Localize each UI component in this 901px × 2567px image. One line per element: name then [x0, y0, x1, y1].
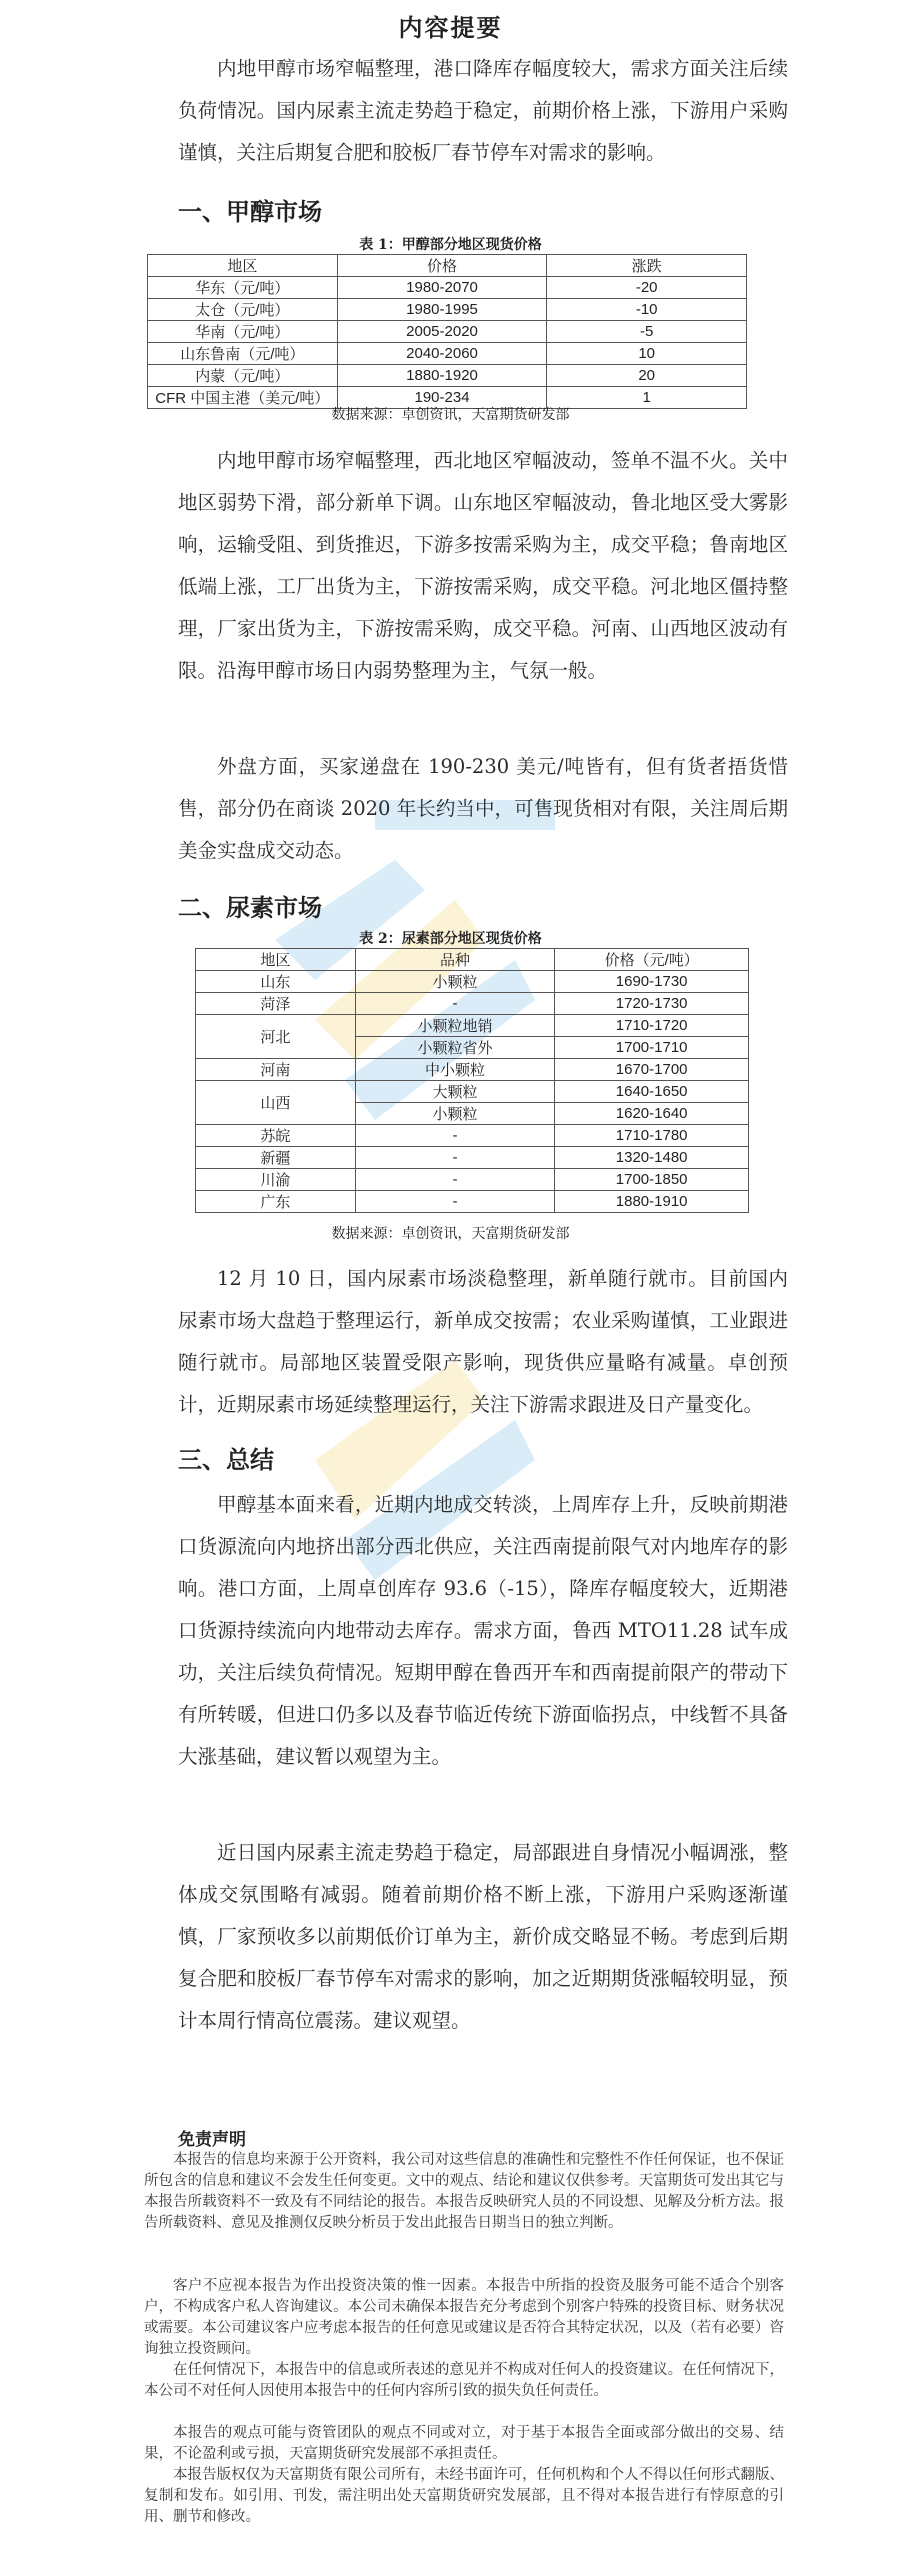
table-header: 价格 [337, 255, 547, 277]
table-cell: 山东鲁南（元/吨） [148, 343, 338, 365]
section-heading-summary: 三、总结 [178, 1445, 274, 1474]
table-cell: 大颗粒 [355, 1081, 555, 1103]
table-cell: 小颗粒地销 [355, 1015, 555, 1037]
table-cell: 菏泽 [196, 993, 356, 1015]
table-cell: -20 [547, 277, 747, 299]
methanol-paragraph-1: 内地甲醇市场窄幅整理，西北地区窄幅波动，签单不温不火。关中地区弱势下滑，部分新单下调。山东地区窄幅波动，鲁北地区受大雾影响，运输受阻、到货推迟，下游多按需采购为主，成交平稳；鲁南地区低端上涨，工厂出货为主，下游按需采购，成交平稳。河北地区僵持整理，厂家出货为主，下游按需采购，成交平稳。河南、山西地区波动有限。沿海甲醇市场日内弱势整理为主，气氛一般。 [178, 449, 788, 682]
table-row [148, 277, 747, 299]
table-cell: 1980-2070 [337, 277, 547, 299]
table-cell: 1 [547, 387, 747, 409]
table-cell: 1620-1640 [555, 1103, 749, 1125]
table-row [196, 1147, 749, 1169]
summary-paragraph-1: 甲醇基本面来看，近期内地成交转淡，上周库存上升，反映前期港口货源流向内地挤出部分西北供应，关注西南提前限气对内地库存的影响。港口方面，上周卓创库存 93.6（-15），降库存幅度较大，近期港口货源持续流向内地带动去库存。需求方面，鲁西 MTO11.28 试车成功，关注后续负荷情况。短期甲醇在鲁西开车和西南提前限产的带动下有所转暖，但进口仍多以及春节临近传统下游面临拐点，中线暂不具备大涨基础，建议暂以观望为主。 [178, 1493, 788, 1768]
table-cell: 1880-1910 [555, 1191, 749, 1213]
table-cell: 华东（元/吨） [148, 277, 338, 299]
disclaimer-paragraph: 本报告的观点可能与资管团队的观点不同或对立，对于基于本报告全面或部分做出的交易、结果，不论盈利或亏损，天富期货研究发展部不承担责任。 [144, 2425, 784, 2462]
table-cell: 中小颗粒 [355, 1059, 555, 1081]
table-row [148, 343, 747, 365]
table-cell: - [355, 1169, 555, 1191]
table-cell: 太仓（元/吨） [148, 299, 338, 321]
table-cell: - [355, 1191, 555, 1213]
table-cell: 内蒙（元/吨） [148, 365, 338, 387]
table-row [196, 1081, 749, 1103]
disclaimer-paragraph: 本报告版权仅为天富期货有限公司所有，未经书面许可，任何机构和个人不得以任何形式翻版、复制和发布。如引用、刊发，需注明出处天富期货研究发展部，且不得对本报告进行有悖原意的引用、删节和修改。 [144, 2467, 784, 2525]
table-cell: 河南 [196, 1059, 356, 1081]
table-cell: -10 [547, 299, 747, 321]
table-cell: 1690-1730 [555, 971, 749, 993]
table-cell: 川渝 [196, 1169, 356, 1191]
table-cell: - [355, 993, 555, 1015]
table-source-methanol: 数据来源：卓创资讯，天富期货研发部 [331, 407, 570, 423]
table-cell: 新疆 [196, 1147, 356, 1169]
table-header: 地区 [196, 949, 356, 971]
table-row [196, 1015, 749, 1037]
table-row [196, 1191, 749, 1213]
table-caption-urea: 表 2：尿素部分地区现货价格 [359, 931, 542, 947]
table-cell: 1700-1710 [555, 1037, 749, 1059]
disclaimer-paragraph: 客户不应视本报告为作出投资决策的惟一因素。本报告中所指的投资及服务可能不适合个别客户，不构成客户私人咨询建议。本公司未确保本报告充分考虑到个别客户特殊的投资目标、财务状况或需要。本公司建议客户应考虑本报告的任何意见或建议是否符合其特定状况，以及（若有必要）咨询独立投资顾问。 [144, 2278, 784, 2357]
table-cell: - [355, 1147, 555, 1169]
table-cell: 190-234 [337, 387, 547, 409]
table-row [196, 993, 749, 1015]
summary-paragraph: 内地甲醇市场窄幅整理，港口降库存幅度较大，需求方面关注后续负荷情况。国内尿素主流走势趋于稳定，前期价格上涨，下游用户采购谨慎，关注后期复合肥和胶板厂春节停车对需求的影响。 [178, 57, 788, 164]
table-cell: 1720-1730 [555, 993, 749, 1015]
table-row [196, 1059, 749, 1081]
table-source-urea: 数据来源：卓创资讯，天富期货研发部 [331, 1226, 570, 1242]
table-row [196, 971, 749, 993]
table-cell: 1710-1720 [555, 1015, 749, 1037]
table-header: 地区 [148, 255, 338, 277]
table-cell: 1670-1700 [555, 1059, 749, 1081]
table-cell: 20 [547, 365, 747, 387]
table-row [196, 1125, 749, 1147]
disclaimer-title: 免责声明 [178, 2130, 246, 2150]
table-cell: 小颗粒 [355, 1103, 555, 1125]
table-cell: 小颗粒 [355, 971, 555, 993]
table-cell: 1980-1995 [337, 299, 547, 321]
table-cell: 1700-1850 [555, 1169, 749, 1191]
section-heading-methanol: 一、甲醇市场 [178, 197, 322, 226]
table-cell: 2040-2060 [337, 343, 547, 365]
section-heading-urea: 二、尿素市场 [178, 893, 322, 922]
table-cell: 1710-1780 [555, 1125, 749, 1147]
table-row [148, 365, 747, 387]
table-row [196, 1169, 749, 1191]
urea-price-table [195, 948, 749, 1213]
table-cell: 1320-1480 [555, 1147, 749, 1169]
table-header: 品种 [355, 949, 555, 971]
table-cell: 华南（元/吨） [148, 321, 338, 343]
summary-paragraph-2: 近日国内尿素主流走势趋于稳定，局部跟进自身情况小幅调涨，整体成交氛围略有减弱。随着前期价格不断上涨，下游用户采购逐渐谨慎，厂家预收多以前期低价订单为主，新价成交略显不畅。考虑到后期复合肥和胶板厂春节停车对需求的影响，加之近期期货涨幅较明显，预计本周行情高位震荡。建议观望。 [178, 1841, 788, 2032]
table-header: 价格（元/吨） [555, 949, 749, 971]
table-row [148, 299, 747, 321]
table-cell: 广东 [196, 1191, 356, 1213]
table-cell: 1640-1650 [555, 1081, 749, 1103]
table-cell: -5 [547, 321, 747, 343]
table-cell: 小颗粒省外 [355, 1037, 555, 1059]
table-row [148, 321, 747, 343]
disclaimer-paragraph: 本报告的信息均来源于公开资料，我公司对这些信息的准确性和完整性不作任何保证，也不保证所包含的信息和建议不会发生任何变更。文中的观点、结论和建议仅供参考。天富期货可发出其它与本报告所载资料不一致及有不同结论的报告。本报告反映研究人员的不同设想、见解及分析方法。报告所载资料、意见及推测仅反映分析员于发出此报告日期当日的独立判断。 [144, 2152, 784, 2231]
urea-paragraph-1: 12 月 10 日，国内尿素市场淡稳整理，新单随行就市。目前国内尿素市场大盘趋于整理运行，新单成交按需；农业采购谨慎，工业跟进随行就市。局部地区装置受限产影响，现货供应量略有减量。卓创预计，近期尿素市场延续整理运行，关注下游需求跟进及日产量变化。 [178, 1267, 788, 1416]
table-cell: 2005-2020 [337, 321, 547, 343]
table-header: 涨跌 [547, 255, 747, 277]
table-caption-methanol: 表 1：甲醇部分地区现货价格 [359, 237, 542, 253]
methanol-price-table [147, 254, 747, 409]
table-cell: - [355, 1125, 555, 1147]
table-cell: 山西 [196, 1081, 356, 1125]
table-cell: 河北 [196, 1015, 356, 1059]
table-cell: 苏皖 [196, 1125, 356, 1147]
disclaimer-paragraph: 在任何情况下，本报告中的信息或所表述的意见并不构成对任何人的投资建议。在任何情况下，本公司不对任何人因使用本报告中的任何内容所引致的损失负任何责任。 [144, 2362, 784, 2399]
methanol-paragraph-2: 外盘方面，买家递盘在 190-230 美元/吨皆有，但有货者捂货惜售，部分仍在商谈 2020 年长约当中，可售现货相对有限，关注周后期美金实盘成交动态。 [178, 755, 788, 862]
table-cell: 山东 [196, 971, 356, 993]
table-cell: 1880-1920 [337, 365, 547, 387]
table-cell: 10 [547, 343, 747, 365]
table-cell: CFR 中国主港（美元/吨） [148, 387, 338, 409]
summary-title: 内容提要 [398, 13, 503, 42]
